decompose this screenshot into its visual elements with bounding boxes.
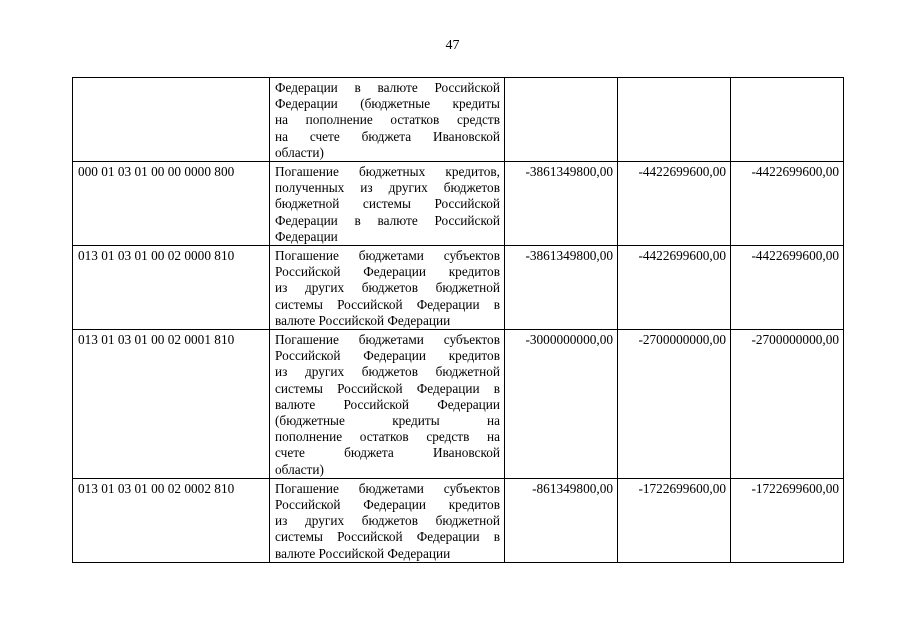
description-cell <box>270 162 505 246</box>
description-line: из других бюджетов бюджетной <box>275 280 500 296</box>
amount-cell-3: -4422699600,00 <box>731 162 844 246</box>
description-line: системы Российской Федерации в <box>275 529 500 545</box>
description-line: Погашение бюджетами субъектов <box>275 480 500 496</box>
description-line: Погашение бюджетных кредитов, <box>275 164 500 180</box>
description-line: Федерации в валюте Российской <box>275 212 500 228</box>
budget-code-cell: 000 01 03 01 00 00 0000 800 <box>73 162 270 246</box>
description-line: области) <box>275 461 324 477</box>
description-line: на пополнение остатков средств <box>275 112 500 128</box>
description-line: валюте Российской Федерации <box>275 545 451 561</box>
description-line: полученных из других бюджетов <box>275 180 500 196</box>
table-row <box>73 78 844 162</box>
description-line: из других бюджетов бюджетной <box>275 364 500 380</box>
table-row <box>73 246 844 330</box>
budget-code-cell: 013 01 03 01 00 02 0002 810 <box>73 478 270 562</box>
description-line: на счете бюджета Ивановской <box>275 128 500 144</box>
amount-cell-3: -1722699600,00 <box>731 478 844 562</box>
budget-code-cell: 013 01 03 01 00 02 0000 810 <box>73 246 270 330</box>
amount-cell-1: -3861349800,00 <box>505 162 618 246</box>
amount-cell-3: -2700000000,00 <box>731 330 844 479</box>
table-body <box>73 78 844 563</box>
amount-cell-2 <box>618 78 731 162</box>
description-line: валюте Российской Федерации <box>275 396 500 412</box>
amount-cell-3: -4422699600,00 <box>731 246 844 330</box>
description-cell <box>270 78 505 162</box>
description-line: счете бюджета Ивановской <box>275 445 500 461</box>
description-line: (бюджетные кредиты на <box>275 413 500 429</box>
description-cell <box>270 330 505 479</box>
amount-cell-2: -2700000000,00 <box>618 330 731 479</box>
table-row <box>73 330 844 479</box>
description-line: системы Российской Федерации в <box>275 296 500 312</box>
description-line: Погашение бюджетами субъектов <box>275 332 500 348</box>
page-number: 47 <box>445 38 460 53</box>
amount-cell-2: -1722699600,00 <box>618 478 731 562</box>
budget-code-cell: 013 01 03 01 00 02 0001 810 <box>73 330 270 479</box>
description-line: Российской Федерации кредитов <box>275 264 500 280</box>
budget-code-cell <box>73 78 270 162</box>
table-row <box>73 478 844 562</box>
description-line: Погашение бюджетами субъектов <box>275 248 500 264</box>
description-line: валюте Российской Федерации <box>275 312 451 328</box>
description-line: Российской Федерации кредитов <box>275 497 500 513</box>
description-line: области) <box>275 144 324 160</box>
amount-cell-3 <box>731 78 844 162</box>
description-cell <box>270 478 505 562</box>
budget-sources-table <box>72 77 844 563</box>
amount-cell-1: -3000000000,00 <box>505 330 618 479</box>
description-line: бюджетной системы Российской <box>275 196 500 212</box>
description-line: из других бюджетов бюджетной <box>275 513 500 529</box>
description-line: Федерации <box>275 228 338 244</box>
description-line: Федерации (бюджетные кредиты <box>275 96 500 112</box>
amount-cell-1: -861349800,00 <box>505 478 618 562</box>
amount-cell-1 <box>505 78 618 162</box>
description-line: системы Российской Федерации в <box>275 380 500 396</box>
amount-cell-1: -3861349800,00 <box>505 246 618 330</box>
description-cell <box>270 246 505 330</box>
description-line: пополнение остатков средств на <box>275 429 500 445</box>
table-row <box>73 162 844 246</box>
description-line: Федерации в валюте Российской <box>275 80 500 95</box>
amount-cell-2: -4422699600,00 <box>618 162 731 246</box>
description-line: Российской Федерации кредитов <box>275 348 500 364</box>
amount-cell-2: -4422699600,00 <box>618 246 731 330</box>
